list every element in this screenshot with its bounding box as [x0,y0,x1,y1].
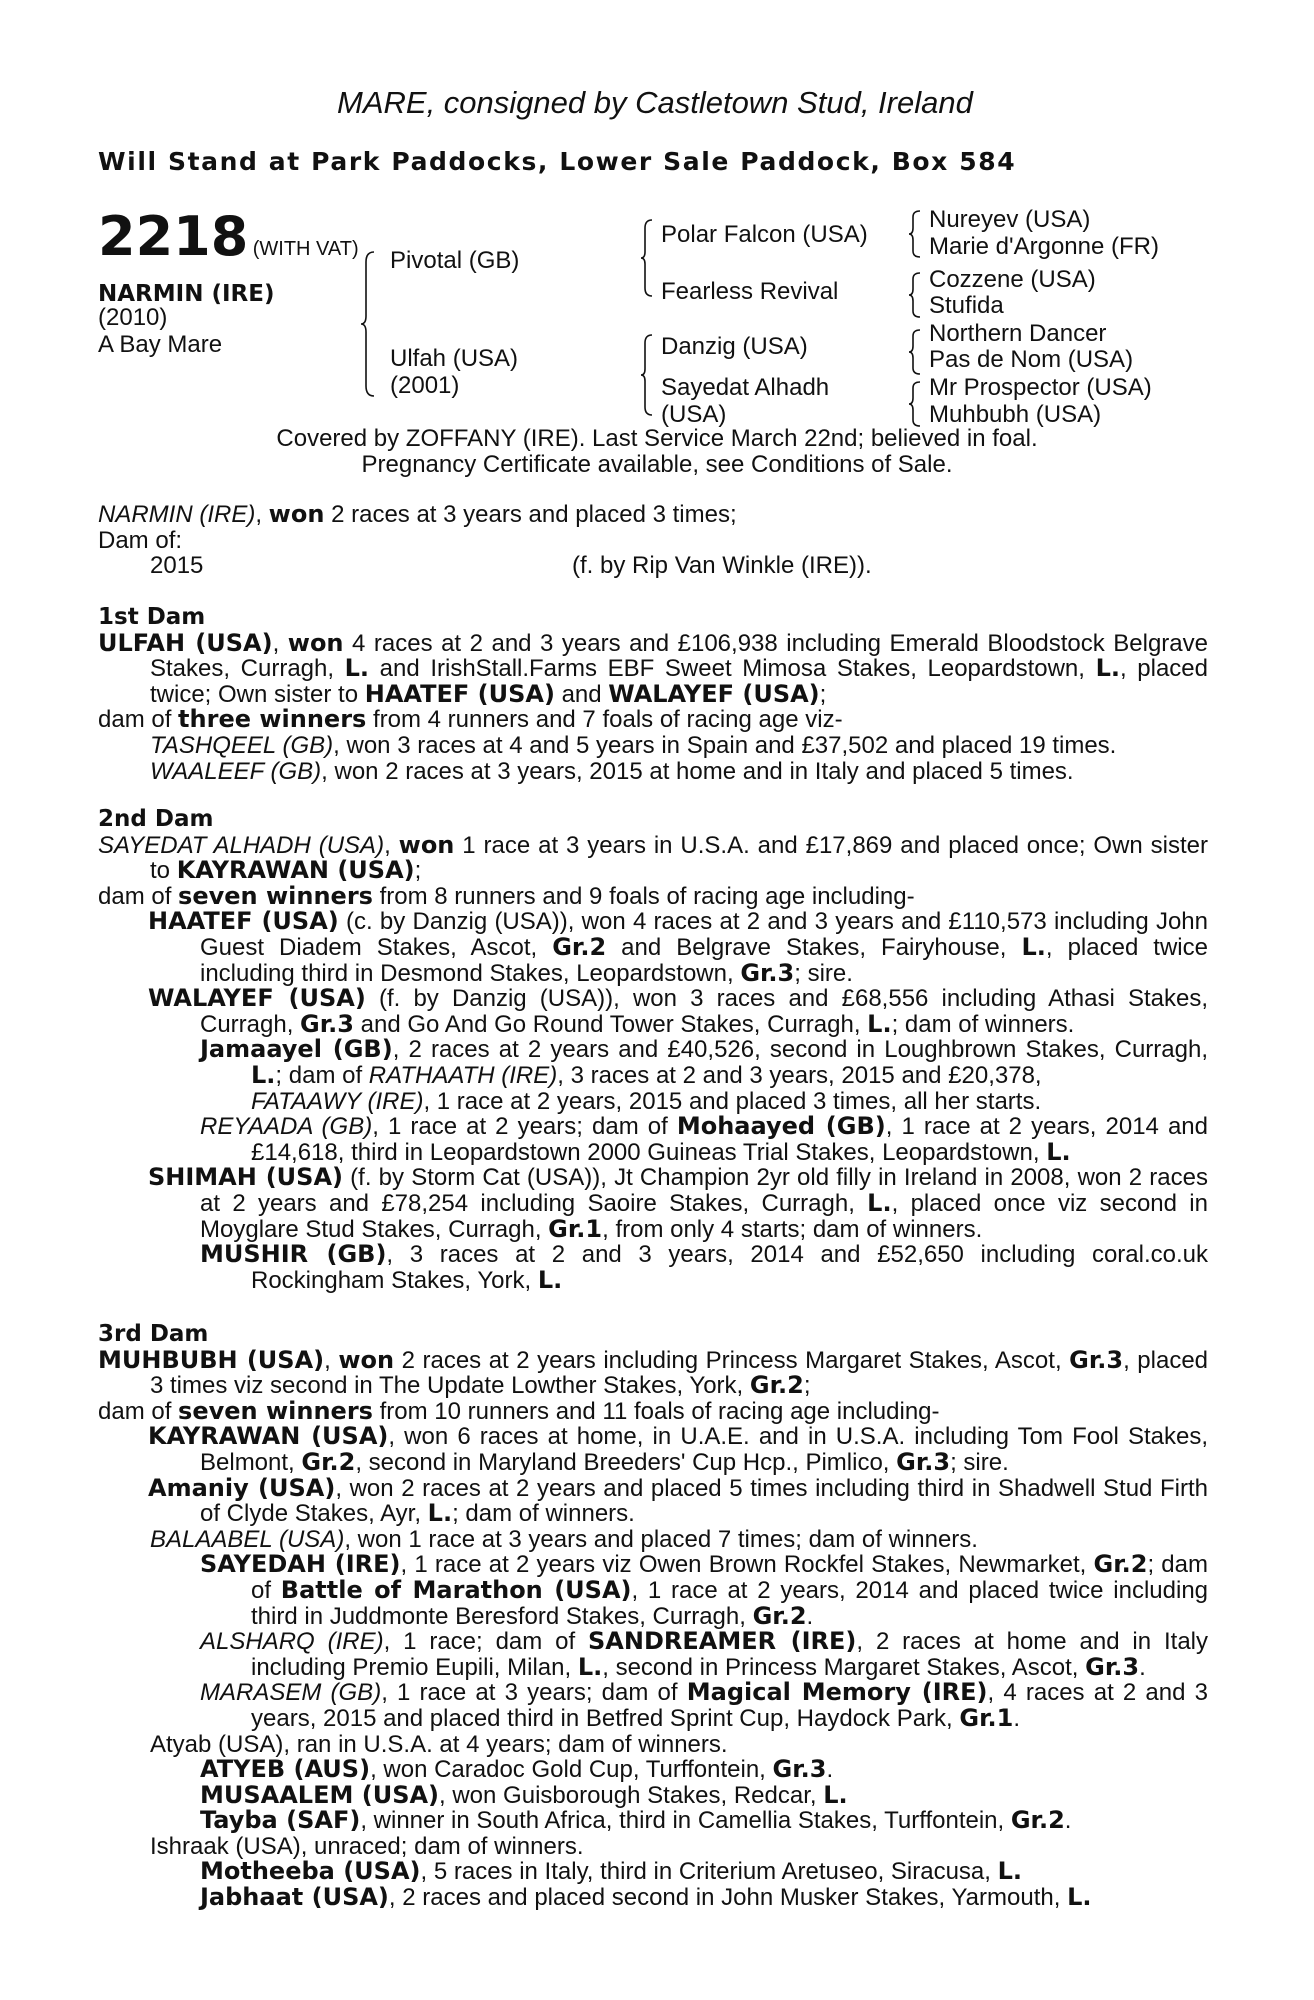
horse-name: NARMIN (IRE) [98,281,275,307]
pedigree-ddd: Muhbubh (USA) [929,401,1102,428]
pedigree-dam-sire: Danzig (USA) [661,333,808,360]
covered-line-2: Pregnancy Certificate available, see Conditions of Sale. [361,451,953,478]
pedigree-dam-dam-country: (USA) [661,401,727,428]
record-line: Ishraak (USA), unraced; dam of winners. [150,1832,584,1860]
record-line: dam of seven winners from 8 runners and 9 foals of racing age including- [98,881,915,910]
record-line: SHIMAH (USA) (f. by Storm Cat (USA)), Jt Champion 2yr old filly in Ireland in 2008, won 2 races at 2 years and £78,254 including Saoire Stakes, Curragh, L., placed once viz second in Moyglare Stud Stakes, Curragh, Gr.1, from only 4 starts; dam of winners. [148,1163,1208,1243]
pedigree-dam: Ulfah (USA) [390,345,519,372]
covered-line-1: Covered by ZOFFANY (IRE). Last Service March 22nd; believed in foal. [276,425,1038,452]
section-heading: 1st Dam [98,604,206,630]
section-heading: 3rd Dam [98,1321,209,1347]
pedigree-sire-sire: Polar Falcon (USA) [661,221,868,248]
record-line: Atyab (USA), ran in U.S.A. at 4 years; dam of winners. [150,1730,728,1758]
record-line: MUSAALEM (USA), won Guisborough Stakes, Redcar, L. [200,1780,848,1809]
section-third-dam [98,1322,1208,1911]
section-first-dam [98,605,1208,784]
stand-location: Will Stand at Park Paddocks, Lower Sale Paddock, Box 584 [98,147,1017,176]
record-line: MUHBUBH (USA), won 2 races at 2 years including Princess Margaret Stakes, Ascot, Gr.3, placed 3 times viz second in The Update Lowther Stakes, York, Gr.2; [98,1345,1209,1400]
record-line: dam of three winners from 4 runners and 7 foals of racing age viz- [98,705,843,734]
record-line: WALAYEF (USA) (f. by Danzig (USA)), won 3 races and £68,556 including Athasi Stakes, Curragh, Gr.3 and Go And Go Round Tower Stakes, Curragh, L.; dam of winners. [148,984,1208,1038]
pedigree-brace-ds [908,328,922,376]
pedigree-brace-dam [640,333,654,417]
race-record [98,502,1208,579]
pedigree-brace-sire [640,218,654,298]
record-line: BALAABEL (USA), won 1 race at 3 years and placed 7 times; dam of winners. [150,1525,978,1553]
record-line: dam of seven winners from 10 runners and 11 foals of racing age including- [98,1396,940,1425]
pedigree-sdd: Stufida [929,292,1004,319]
section-heading: 2nd Dam [98,806,214,832]
record-line: 2015 (f. by Rip Van Winkle (IRE)). [150,552,872,580]
page-title: MARE, consigned by Castletown Stud, Ireland [337,85,973,120]
record-line: MARASEM (GB), 1 race at 3 years; dam of Magical Memory (IRE), 4 races at 2 and 3 years, 2015 and placed third in Betfred Sprint Cup, Haydock Park, Gr.1. [200,1678,1208,1732]
pedigree-ssd: Marie d'Argonne (FR) [929,233,1159,260]
record-line: KAYRAWAN (USA), won 6 races at home, in U.A.E. and in U.S.A. including Tom Fool Stakes, Belmont, Gr.2, second in Maryland Breeders' Cup Hcp., Pimlico, Gr.3; sire. [148,1422,1208,1476]
pedigree-brace-ss [908,209,922,259]
covered-note [0,426,1314,478]
record-line: Tayba (SAF), winner in South Africa, third in Camellia Stakes, Turffontein, Gr.2. [200,1806,1072,1835]
pedigree-sire-dam: Fearless Revival [661,278,839,305]
section-second-dam [98,807,1208,1293]
record-line: WAALEEF (GB), won 2 races at 3 years, 2015 at home and in Italy and placed 5 times. [150,757,1074,785]
record-line: MUSHIR (GB), 3 races at 2 and 3 years, 2014 and £52,650 including coral.co.uk Rockingham Stakes, York, L. [200,1240,1208,1294]
record-line: REYAADA (GB), 1 race at 2 years; dam of Mohaayed (GB), 1 race at 2 years, 2014 and £14,618, third in Leopardstown 2000 Guineas Trial Stakes, Leopardstown, L. [200,1112,1208,1166]
horse-description: A Bay Mare [98,331,223,358]
record-line: SAYEDAH (IRE), 1 race at 2 years viz Owen Brown Rockfel Stakes, Newmarket, Gr.2; dam of Battle of Marathon (USA), 1 race at 2 years, 2014 and placed twice including third in Juddmonte Beresford Stakes, Curragh, Gr.2. [200,1550,1209,1630]
pedigree-brace-main [360,250,376,398]
record-line: TASHQEEL (GB), won 3 races at 4 and 5 years in Spain and £37,502 and placed 19 times. [150,731,1117,759]
horse-year: (2010) [98,304,168,331]
pedigree-dam-year: (2001) [390,372,460,399]
pedigree-dss: Northern Dancer [929,320,1107,347]
record-line: SAYEDAT ALHADH (USA), won 1 race at 3 years in U.S.A. and £17,869 and placed once; Own sister to KAYRAWAN (USA); [98,830,1208,885]
record-line: Jabhaat (USA), 2 races and placed second in John Musker Stakes, Yarmouth, L. [200,1883,1092,1912]
pedigree-dsd: Pas de Nom (USA) [929,346,1134,373]
record-line: Motheeba (USA), 5 races in Italy, third in Criterium Aretuseo, Siracusa, L. [200,1857,1023,1886]
record-line: NARMIN (IRE), won 2 races at 3 years and placed 3 times; [98,500,737,528]
lot-header [98,205,359,268]
pedigree-brace-dd [908,380,922,428]
lot-number: 2218 [98,205,249,268]
pedigree-brace-sd [908,271,922,319]
record-line: ULFAH (USA), won 4 races at 2 and 3 years and £106,938 including Emerald Bloodstock Belgrave Stakes, Curragh, L. and IrishStall.Farms EBF Sweet Mimosa Stakes, Leopardstown, L., placed twice; Own sister to HAATEF (USA) and WALAYEF (USA); [98,628,1209,708]
pedigree-sds: Cozzene (USA) [929,266,1096,293]
record-line: FATAAWY (IRE), 1 race at 2 years, 2015 and placed 3 times, all her starts. [251,1087,1042,1115]
record-line: Amaniy (USA), won 2 races at 2 years and placed 5 times including third in Shadwell Stud Firth of Clyde Stakes, Ayr, L.; dam of winners. [148,1473,1208,1528]
record-line: ALSHARQ (IRE), 1 race; dam of SANDREAMER (IRE), 2 races at home and in Italy including Premio Eupili, Milan, L., second in Princess Margaret Stakes, Ascot, Gr.3. [200,1627,1209,1681]
pedigree-dam-dam: Sayedat Alhadh [661,374,830,401]
pedigree-sss: Nureyev (USA) [929,206,1091,233]
pedigree-sire: Pivotal (GB) [390,247,520,274]
record-line: ATYEB (AUS), won Caradoc Gold Cup, Turffontein, Gr.3. [200,1755,834,1784]
pedigree-dds: Mr Prospector (USA) [929,374,1152,401]
vat-note: (WITH VAT) [252,238,359,260]
record-line: Dam of: [98,526,183,554]
record-line: HAATEF (USA) (c. by Danzig (USA)), won 4 races at 2 and 3 years and £110,573 including John Guest Diadem Stakes, Ascot, Gr.2 and Belgrave Stakes, Fairyhouse, L., placed twice including third in Desmond Stakes, Leopardstown, Gr.3; sire. [148,907,1208,987]
record-line: Jamaayel (GB), 2 races at 2 years and £40,526, second in Loughbrown Stakes, Curragh, L.; dam of RATHAATH (IRE), 3 races at 2 and 3 years, 2015 and £20,378, [200,1035,1209,1089]
